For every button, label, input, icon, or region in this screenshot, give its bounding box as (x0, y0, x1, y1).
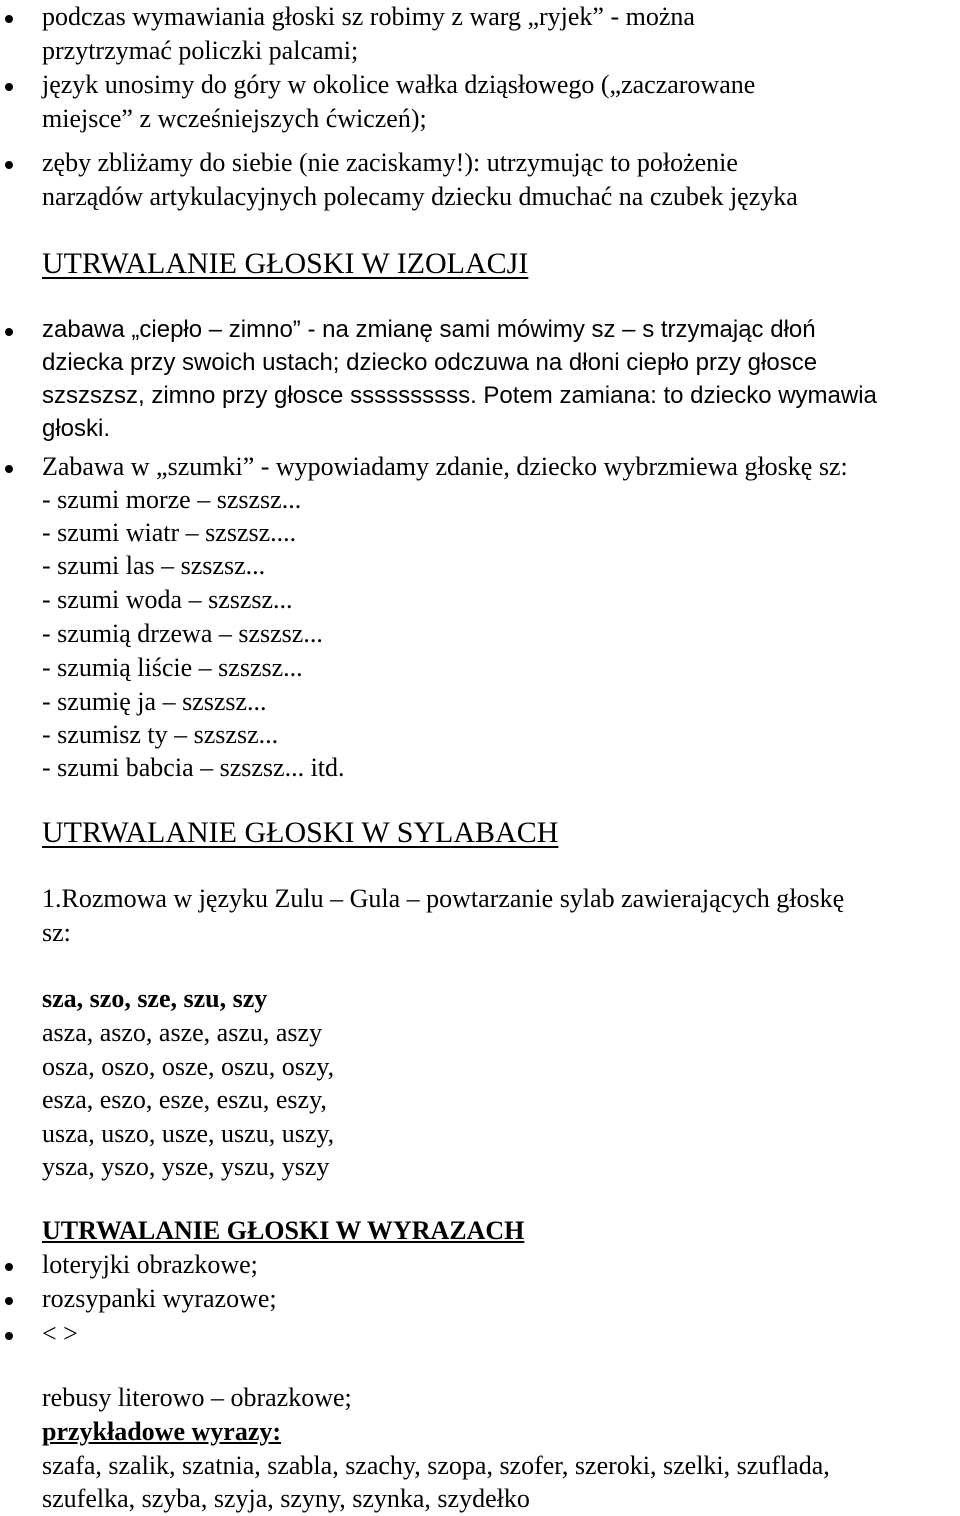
isolation-bullet-1-line-3: szszszsz, zimno przy głosce ssssssssss. Potem zamiana: to dziecko wymawia (42, 382, 877, 409)
szumki-line-4: - szumi woda – szszsz... (42, 585, 293, 614)
szumki-line-1: - szumi morze – szszsz... (42, 485, 302, 514)
syllables-row-1: asza, aszo, asze, aszu, aszy (42, 1018, 323, 1047)
examples-line-2: szufelka, szyba, szyja, szyny, szynka, szydełko (42, 1484, 530, 1513)
szumki-line-5: - szumią drzewa – szszsz... (42, 619, 323, 648)
heading-words: UTRWALANIE GŁOSKI W WYRAZACH (42, 1216, 525, 1245)
syllables-row-5: ysza, yszo, ysze, yszu, yszy (42, 1152, 330, 1181)
syllables-intro-line-1: 1.Rozmowa w języku Zulu – Gula – powtarzanie sylab zawierających głoskę (42, 884, 845, 913)
intro-bullet-1-line-2: przytrzymać policzki palcami; (42, 36, 359, 65)
isolation-bullet-1-line-2: dziecka przy swoich ustach; dziecko odczuwa na dłoni ciepło przy głosce (42, 349, 818, 376)
szumki-line-3: - szumi las – szszsz... (42, 551, 266, 580)
intro-bullet-2-line-1: język unosimy do góry w okolice wałka dziąsłowego („zaczarowane (42, 68, 755, 102)
examples-label: przykładowe wyrazy: (42, 1417, 282, 1446)
syllables-row-2: osza, oszo, osze, oszu, oszy, (42, 1052, 335, 1081)
heading-syllables: UTRWALANIE GŁOSKI W SYLABACH (42, 816, 559, 849)
szumki-line-9: - szumi babcia – szszsz... itd. (42, 753, 345, 782)
rebus-line: rebusy literowo – obrazkowe; (42, 1383, 352, 1412)
examples-line-1: szafa, szalik, szatnia, szabla, szachy, szopa, szofer, szeroki, szelki, szuflada, (42, 1451, 830, 1480)
isolation-bullet-2-intro: Zabawa w „szumki” - wypowiadamy zdanie, dziecko wybrzmiewa głoskę sz: (42, 450, 848, 484)
words-bullet-2: rozsypanki wyrazowe; (42, 1282, 277, 1316)
szumki-line-7: - szumię ja – szszsz... (42, 687, 267, 716)
isolation-bullet-1-line-4: głoski. (42, 415, 111, 442)
intro-bullet-1-line-1: podczas wymawiania głoski sz robimy z warg „ryjek” - można (42, 0, 695, 34)
szumki-line-8: - szumisz ty – szszsz... (42, 720, 279, 749)
words-bullet-3: < > (42, 1317, 78, 1351)
intro-bullet-3-line-2: narządów artykulacyjnych polecamy dziecku dmuchać na czubek języka (42, 182, 798, 211)
intro-bullet-2-line-2: miejsce” z wcześniejszych ćwiczeń); (42, 104, 427, 133)
intro-bullet-3-line-1: zęby zbliżamy do siebie (nie zaciskamy!): utrzymując to położenie (42, 146, 738, 180)
heading-isolation: UTRWALANIE GŁOSKI W IZOLACJI (42, 247, 529, 280)
isolation-bullet-1-line-1: zabawa „ciepło – zimno” - na zmianę sami mówimy sz – s trzymając dłoń (42, 313, 816, 347)
syllables-row-3: esza, eszo, esze, eszu, eszy, (42, 1085, 327, 1114)
syllables-row-4: usza, uszo, usze, uszu, uszy, (42, 1119, 335, 1148)
syllables-intro-line-2: sz: (42, 918, 71, 947)
syllables-bold-row: sza, szo, sze, szu, szy (42, 984, 268, 1013)
szumki-line-6: - szumią liście – szszsz... (42, 653, 303, 682)
szumki-line-2: - szumi wiatr – szszsz.... (42, 518, 297, 547)
words-bullet-1: loteryjki obrazkowe; (42, 1248, 258, 1282)
